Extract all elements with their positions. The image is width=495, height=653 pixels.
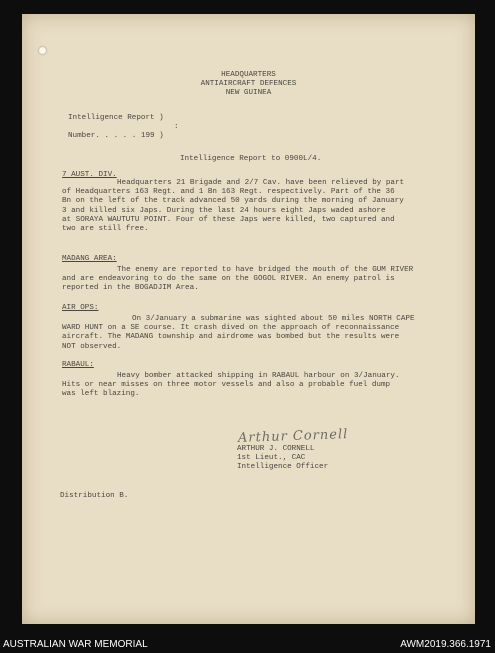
- distribution-note: Distribution B.: [60, 492, 129, 500]
- signatory-name: ARTHUR J. CORNELL: [237, 445, 315, 453]
- header-line-2: ANTIAIRCRAFT DEFENCES: [200, 80, 297, 88]
- archive-footer: [0, 636, 495, 653]
- signatory-title: Intelligence Officer: [237, 463, 329, 471]
- header-line-1: HEADQUARTERS: [221, 71, 276, 79]
- handwritten-signature: Arthur Cornell: [237, 427, 349, 446]
- section-body-7-aust-div: Headquarters 21 Brigade and 2/7 Cav. have been relieved by part of Headquarters 163 Regt. and 1 Bn 163 Regt. respectively. Part of the 36 Bn on the left of the track advanced 50 yards during the morning of January 3 and killed six Japs. During the last 24 hours eight Japs waded ashore at SORAYA WAUTUTU POINT. Four of these Japs were killed, two captured and two are still free.: [62, 179, 405, 234]
- section-body-air-ops: On 3/January a submarine was sighted about 50 miles NORTH CAPE WARD HUNT on a SE course. It crash dived on the approach of reconnaissance aircraft. The MADANG township and airdrome was bombed but the results were NOT observed.: [62, 315, 415, 351]
- section-heading-madang-area: MADANG AREA:: [62, 255, 117, 263]
- document-page: [22, 14, 475, 624]
- report-id-colon: :: [174, 123, 179, 131]
- institution-label: AUSTRALIAN WAR MEMORIAL: [3, 639, 148, 650]
- report-title: Intelligence Report to 0900L/4.: [180, 155, 322, 163]
- report-id-line-2: Number. . . . . 199 ): [68, 132, 164, 140]
- section-body-madang-area: The enemy are reported to have bridged the mouth of the GUM RIVER and are endeavoring to do the same on the GOGOL RIVER. An enemy patrol is reported in the BOGADJIM Area.: [62, 266, 414, 293]
- section-heading-7-aust-div: 7 AUST. DIV.: [62, 171, 117, 179]
- punch-hole: [39, 47, 46, 54]
- header-line-3: NEW GUINEA: [225, 89, 272, 97]
- accession-number: AWM2019.366.1971: [400, 639, 491, 650]
- section-heading-air-ops: AIR OPS:: [62, 304, 99, 312]
- signatory-rank: 1st Lieut., CAC: [237, 454, 306, 462]
- report-id-line-1: Intelligence Report ): [68, 114, 164, 122]
- section-body-rabaul: Heavy bomber attacked shipping in RABAUL harbour on 3/January. Hits or near misses on three motor vessels and also a probable fuel dump was left blazing.: [62, 372, 400, 399]
- section-heading-rabaul: RABAUL:: [62, 361, 94, 369]
